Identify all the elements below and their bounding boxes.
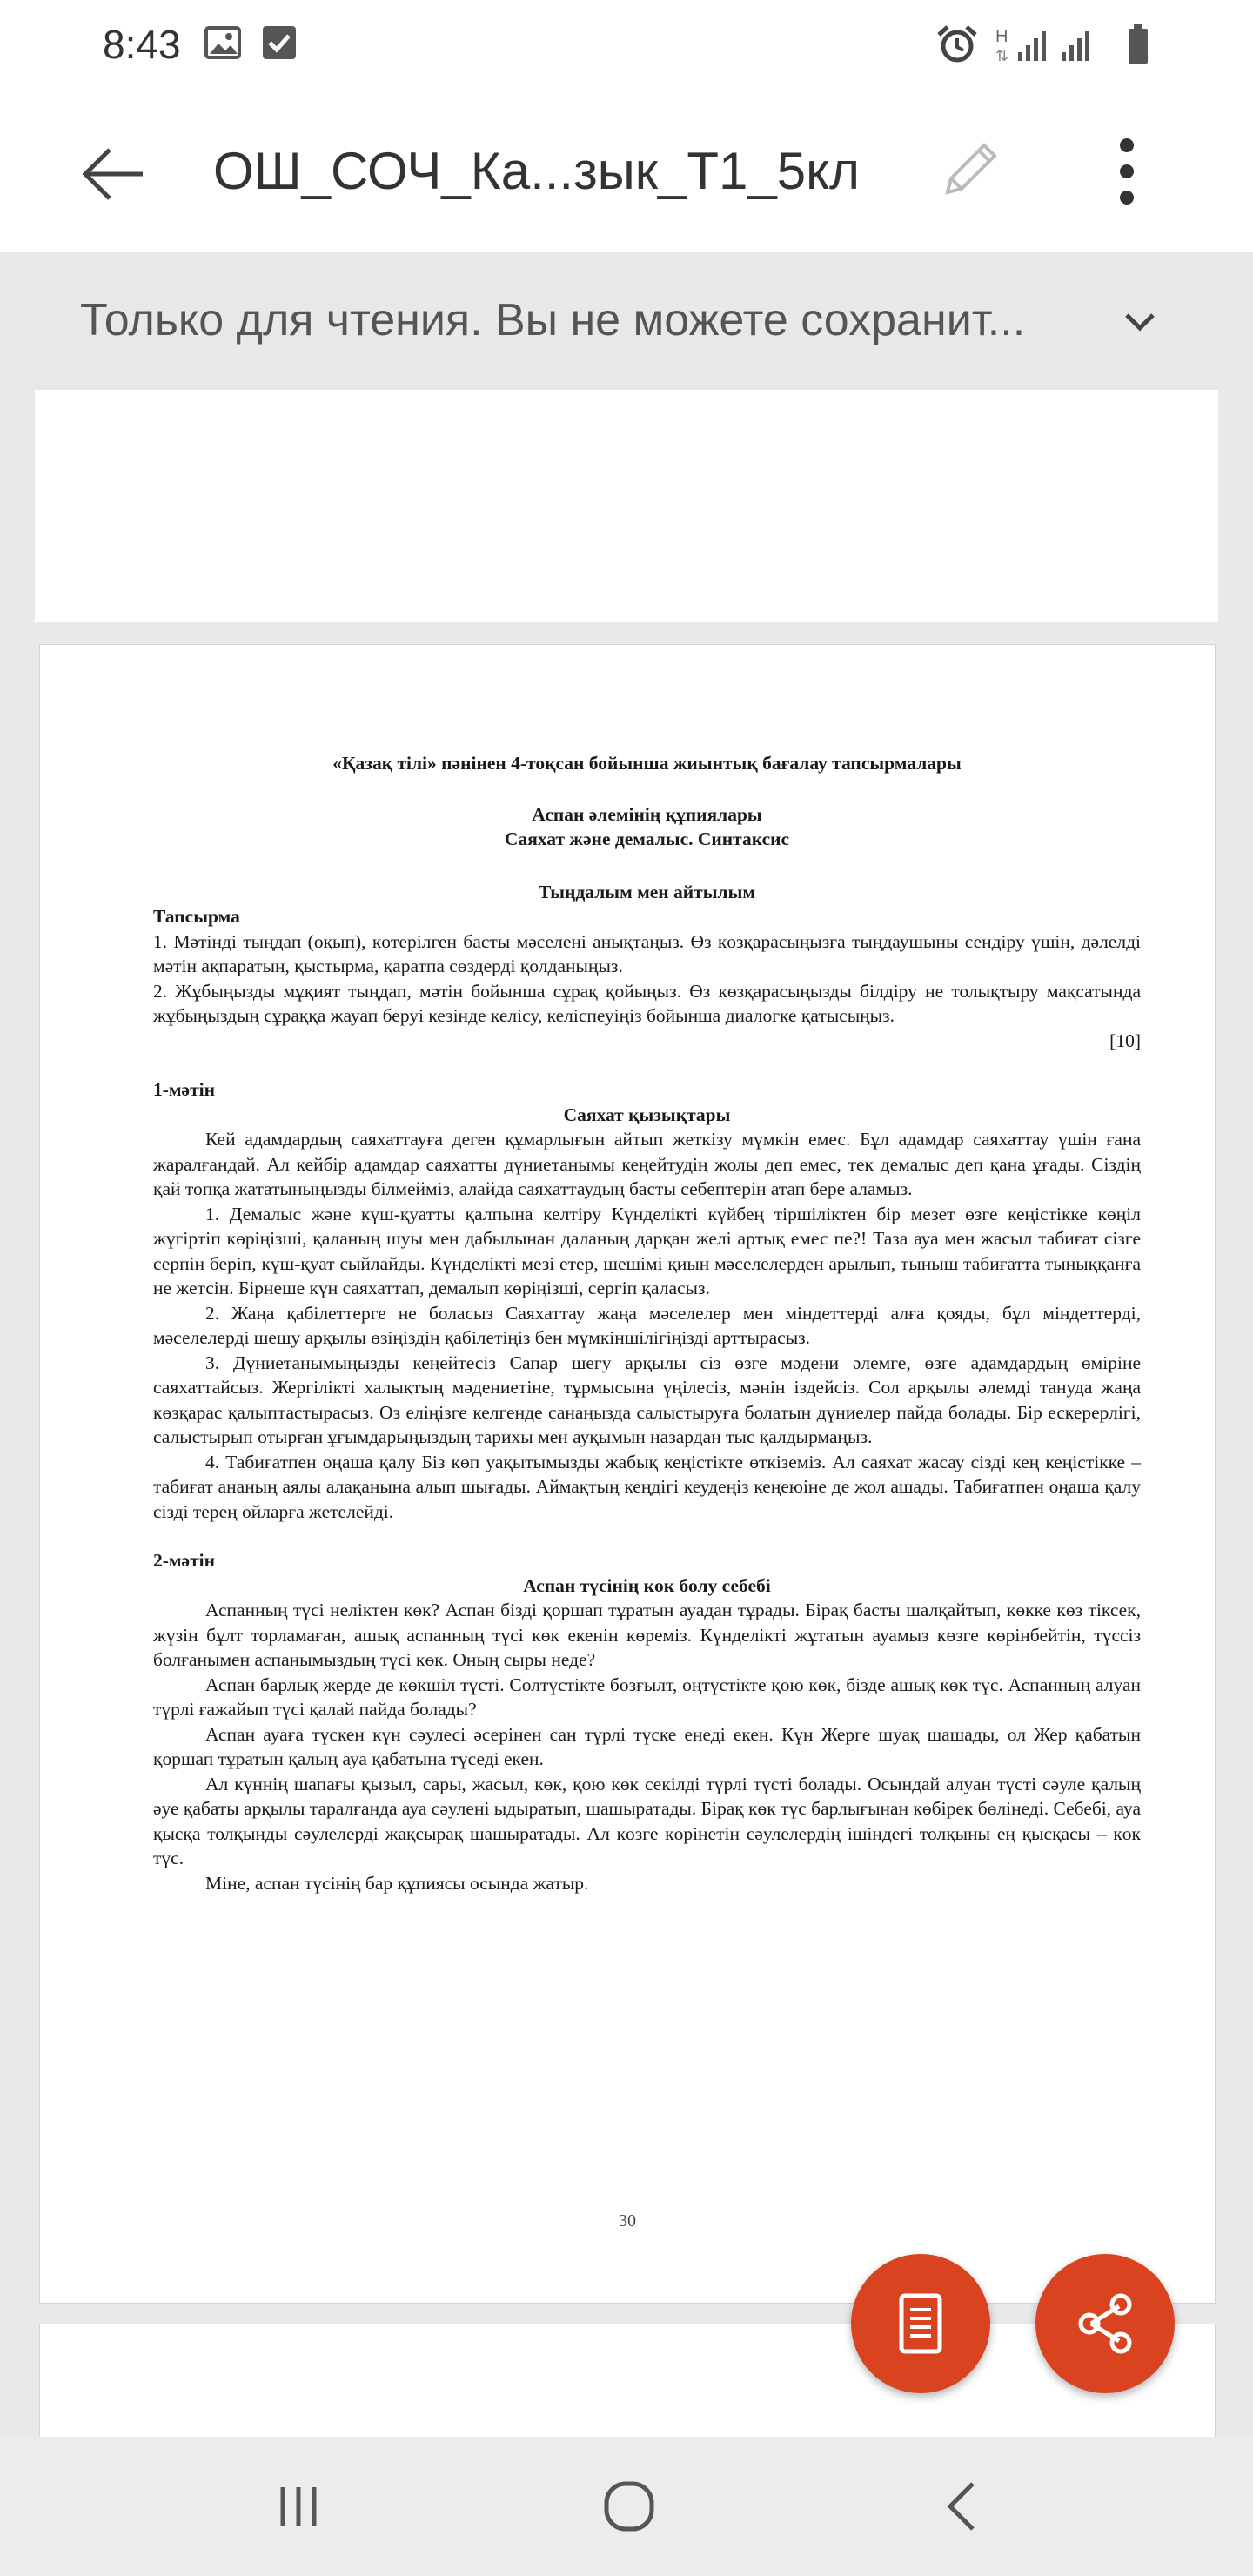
doc-heading: «Қазақ тілі» пәнінен 4-тоқсан бойынша жиынтық бағалау тапсырмалары [332, 753, 962, 774]
nav-back-icon[interactable] [929, 2472, 999, 2541]
text-2-label: 2-мәтін [153, 1550, 216, 1571]
text-2-paragraph: Аспан ауаға түскен күн сәулесі әсерінен сан түрлі түске енеді екен. Күн Жерге шуақ шашады, ол Жер қабатын қоршап тұратын қалың ауа қабатына түседі екен. [153, 1723, 1141, 1769]
read-only-banner[interactable] [0, 252, 1253, 390]
share-button[interactable] [1035, 2254, 1175, 2393]
recent-apps-icon[interactable] [264, 2472, 333, 2541]
page-number: 30 [619, 2211, 636, 2231]
section-title: Тыңдалым мен айтылым [538, 881, 756, 902]
text-2-paragraph: Міне, аспан түсінің бар құпиясы осында жатыр. [205, 1872, 589, 1894]
arrow-left-icon[interactable] [78, 139, 148, 209]
status-time: 8:43 [103, 22, 181, 67]
more-vert-icon[interactable] [1105, 132, 1149, 211]
app-bar [0, 87, 1253, 252]
text-1-paragraph: 3. Дүниетанымыңызды кеңейтесіз Сапар шегу арқылы сіз өзге мәдени әлемге, өзге адамдардың өміріне саяхаттайсыз. Жергілікті халықтың мәдениетіне, тұрмысына үңілесіз, мәнін іздейсіз. Сол арқылы әлемді тануда жаңа көзқарас қалыптастырасыз. Өз еліңізге келгенде санаңызда салыстыруға болатын дүниелер пайда болады. Бір ескерерлігі, салыстырып отырған ұғымдарыңыздың тарихы мен ауқымын назардан тыс қалдырмаңыз. [153, 1352, 1141, 1447]
text-1-paragraph: Кей адамдардың саяхаттауға деген құмарлығын айтып жеткізу мүмкін емес. Бұл адамдар саяхаттау үшін ғана жаралғандай. Ал кейбір адамдар саяхатты дүниетанымы кеңейтудің жолы деп емес, тек демалыс деп қана ұғады. Сіздің қай топқа жататыныңызды білмейміз, алайда саяхаттаудың басты себептерін атап бере аламыз. [153, 1129, 1141, 1199]
task-1: 1. Мәтінді тыңдап (оқып), көтерілген басты мәселені анықтаңыз. Өз көзқарасыңызға тыңдаушыны сендіру үшін, дәлелді мәтін ақпаратын, қыстырма, қаратпа сөздерді қолданыңыз. [153, 930, 1141, 976]
text-1-paragraph: 1. Демалыс және күш-қуатты қалпына келтіру Күнделікті күйбең тіршіліктен бір мезет өзге кеңістікке көңіл жүгіртіп көріңізші, қаланың шуы мен дабылынан даланың дарқан желі артық емес пе?! Таза ауа мен жасыл табиғат сізге серпін беріп, күш-қуат сыйлайды. Күнделікті мезі етер, шешімі қиын мәселелерден арылып, тыныш табиғатта тыныққанға не жетсін. Бірнеше күн саяхаттап, демалып көріңізші, сергіп қаласыз. [153, 1203, 1141, 1298]
battery-icon [1128, 24, 1149, 64]
signal-icon [992, 24, 1122, 64]
svg-text:H: H [995, 27, 1008, 46]
text-1-title: Саяхат қызықтары [563, 1104, 731, 1125]
text-1-paragraph: 4. Табиғатпен оңаша қалу Біз көп уақытымызды жабық кеңістікте өткіземіз. Ал саяхат жасау сізді кең кеңістікке – табиғат ананың аялы алақанына алып шығады. Аймақтың кеңдігі кеудеңіз кеңеюіне де жол ашады. Табиғатпен оңаша қалу сізді терең ойларға жетелейді. [153, 1451, 1141, 1522]
text-2-paragraph: Ал күннің шапағы қызыл, сары, жасыл, көк, қою көк секілді түрлі түсті болады. Осындай алуан түсті сәуле қалың әуе қабаты арқылы таралғанда ауа сәулені ыдыратып, шашыратады. Бірақ көк түс барлығынан көбірек бөлінеді. Себебі, ауа қысқа толқынды сәулелерді жақсырақ шашыратады. Ал көзге көрінетін сәулелердің ішіндегі толқыны ең қысқасы – көк түс. [153, 1773, 1141, 1868]
doc-subheading-1: Аспан әлемінің құпиялары [532, 803, 762, 825]
task-2: 2. Жұбыңызды мұқият тыңдап, мәтін бойынша сұрақ қойыңыз. Өз көзқарасыңызды білдіру не толықтыру мақсатында жұбыңыздың сұраққа жауап беруі кезінде келісу, келіспеуіңіз бойынша диалогке қатысыңыз. [153, 980, 1141, 1026]
text-2-paragraph: Аспанның түсі неліктен көк? Аспан бізді қоршап тұратын ауадан тұрады. Бірақ басты шалқайтып, көкке көз тіксек, жүзін бұлт торламаған, ашық аспанның түсі көк екенін көреміз. Күнделікті жұтатын ауамыз көзге көрінбейтін, түссіз болғанымен аспанымыздың түсі көк. Оның сыры неде? [153, 1600, 1141, 1670]
text-2-paragraph: Аспан барлық жерде де көкшіл түсті. Солтүстікте бозғылт, оңтүстікте қою көк, бізде ашық көк түс. Аспанның алуан түрлі ғажайып түсі қалай пайда болады? [153, 1674, 1141, 1720]
read-mode-button[interactable] [851, 2254, 990, 2393]
system-nav-bar [0, 2437, 1253, 2576]
status-bar [0, 0, 1253, 87]
pencil-icon[interactable] [935, 135, 1005, 205]
home-icon[interactable] [594, 2472, 664, 2541]
chevron-down-icon[interactable] [1118, 300, 1162, 344]
text-1-label: 1-мәтін [153, 1079, 216, 1100]
alarm-icon [935, 24, 979, 64]
task-label: Тапсырма [153, 906, 240, 927]
document-title: ОШ_СОЧ_Ка...зык_Т1_5кл [213, 142, 861, 200]
document-icon [886, 2289, 955, 2358]
banner-text: Только для чтения. Вы не можете сохранит... [80, 295, 1026, 345]
score: [10] [1109, 1030, 1141, 1051]
gallery-icon [204, 24, 241, 61]
document-content [153, 751, 1141, 1895]
text-1-paragraph: 2. Жаңа қабілеттерге не боласыз Саяхаттау жаңа мәселелер мен міндеттерді алға қояды, бұл міндеттерді, мәселелерді шешу арқылы өзіңіздің қабілетіңіз бен мүмкіншілігіңізді арттырасыз. [153, 1302, 1141, 1348]
checkbox-notification-icon [261, 24, 298, 61]
previous-page-area [35, 390, 1218, 622]
document-page[interactable] [39, 644, 1216, 2304]
svg-text:⇅: ⇅ [995, 47, 1009, 64]
doc-subheading-2: Саяхат және демалыс. Синтаксис [504, 828, 790, 849]
text-2-title: Аспан түсінің көк болу себебі [523, 1574, 771, 1596]
share-icon [1070, 2289, 1140, 2358]
